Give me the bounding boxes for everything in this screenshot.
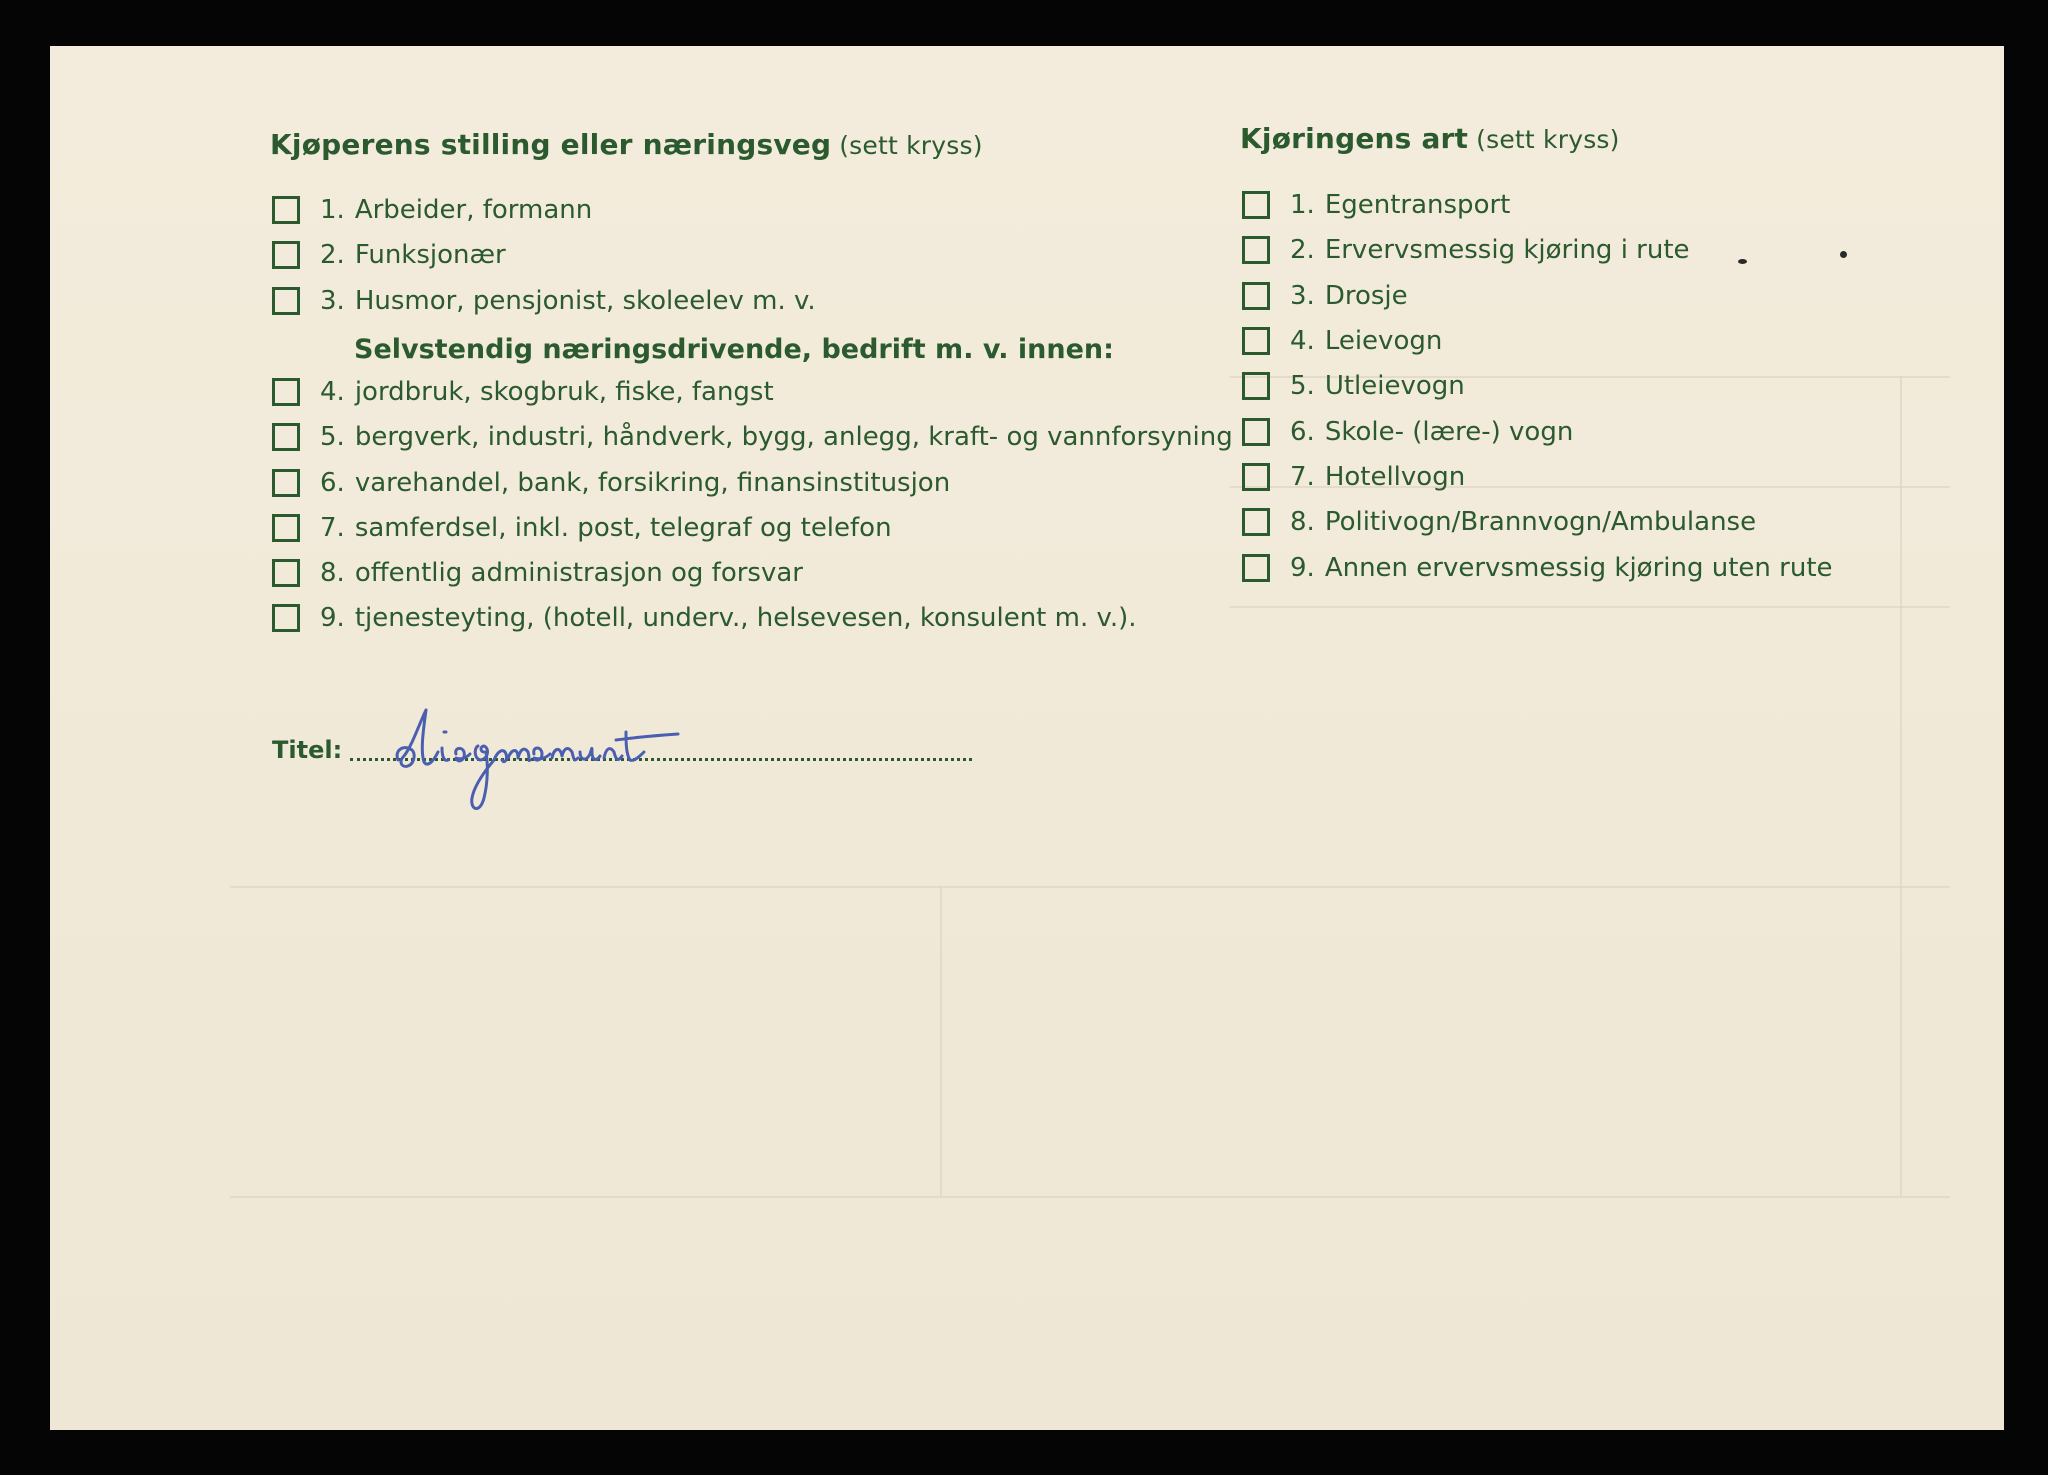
- option-label: tjenesteyting, (hotell, underv., helsevesen, konsulent m. v.).: [354, 603, 1137, 633]
- checkbox[interactable]: [272, 378, 300, 406]
- title-label: Titel:: [272, 736, 343, 764]
- checkbox[interactable]: [1242, 554, 1270, 582]
- buyer-occupation-heading-text: Kjøperens stilling eller næringsveg: [270, 128, 832, 161]
- option-number: 6.: [1290, 417, 1315, 447]
- driving-option-7[interactable]: [1242, 455, 1465, 499]
- driving-option-2[interactable]: [1242, 228, 1690, 272]
- checkbox[interactable]: [1242, 508, 1270, 536]
- occupation-option-1[interactable]: [272, 188, 592, 232]
- ink-speck: [1840, 251, 1847, 258]
- option-label: Skole- (lære-) vogn: [1324, 417, 1574, 447]
- option-label: jordbruk, skogbruk, fiske, fangst: [354, 377, 774, 407]
- self-employed-subheading: Selvstendig næringsdrivende, bedrift m. v. innen:: [354, 334, 1114, 365]
- form-sheet: [50, 46, 2004, 1430]
- occupation-option-9[interactable]: [272, 596, 1137, 640]
- checkbox[interactable]: [1242, 372, 1270, 400]
- option-number: 3.: [1290, 281, 1315, 311]
- option-number: 8.: [1290, 507, 1315, 537]
- bleed-through-rule: [1900, 376, 1902, 1196]
- checkbox[interactable]: [1242, 418, 1270, 446]
- option-number: 4.: [1290, 326, 1315, 356]
- option-number: 6.: [320, 468, 345, 498]
- occupation-option-8[interactable]: [272, 551, 803, 595]
- checkbox[interactable]: [1242, 282, 1270, 310]
- checkbox[interactable]: [272, 423, 300, 451]
- option-label: Husmor, pensjonist, skoleelev m. v.: [354, 286, 816, 316]
- option-number: 7.: [1290, 462, 1315, 492]
- option-label: Drosje: [1324, 281, 1408, 311]
- driving-type-heading-note: (sett kryss): [1476, 125, 1620, 154]
- option-number: 7.: [320, 513, 345, 543]
- driving-type-heading: [1240, 122, 1620, 155]
- option-number: 5.: [1290, 371, 1315, 401]
- option-label: Hotellvogn: [1324, 462, 1466, 492]
- driving-option-6[interactable]: [1242, 410, 1573, 454]
- option-label: samferdsel, inkl. post, telegraf og telefon: [354, 513, 892, 543]
- option-number: 9.: [1290, 553, 1315, 583]
- option-number: 3.: [320, 286, 345, 316]
- option-label: offentlig administrasjon og forsvar: [354, 558, 803, 588]
- buyer-occupation-heading: [270, 128, 983, 161]
- checkbox[interactable]: [272, 559, 300, 587]
- checkbox[interactable]: [272, 287, 300, 315]
- occupation-option-6[interactable]: [272, 461, 950, 505]
- option-label: Utleievogn: [1324, 371, 1465, 401]
- occupation-option-4[interactable]: [272, 370, 774, 414]
- option-number: 5.: [320, 422, 345, 452]
- option-number: 2.: [320, 240, 345, 270]
- driving-type-heading-text: Kjøringens art: [1240, 122, 1469, 155]
- driving-option-4[interactable]: [1242, 319, 1442, 363]
- option-label: Funksjonær: [354, 240, 506, 270]
- checkbox[interactable]: [272, 241, 300, 269]
- driving-option-3[interactable]: [1242, 274, 1408, 318]
- bleed-through-rule: [1230, 606, 1950, 608]
- option-number: 8.: [320, 558, 345, 588]
- occupation-option-3[interactable]: [272, 279, 816, 323]
- option-label: bergverk, industri, håndverk, bygg, anlegg, kraft- og vannforsyning: [354, 422, 1233, 452]
- checkbox[interactable]: [1242, 236, 1270, 264]
- bleed-through-rule: [940, 886, 942, 1196]
- driving-option-5[interactable]: [1242, 364, 1465, 408]
- checkbox[interactable]: [272, 514, 300, 542]
- checkbox[interactable]: [272, 604, 300, 632]
- title-handwritten-value[interactable]: [390, 702, 770, 842]
- option-number: 1.: [320, 195, 345, 225]
- checkbox[interactable]: [272, 469, 300, 497]
- checkbox[interactable]: [1242, 191, 1270, 219]
- checkbox[interactable]: [272, 196, 300, 224]
- option-label: Leievogn: [1324, 326, 1443, 356]
- bleed-through-rule: [230, 1196, 1950, 1198]
- option-number: 1.: [1290, 190, 1315, 220]
- option-label: Ervervsmessig kjøring i rute: [1324, 235, 1690, 265]
- buyer-occupation-heading-note: (sett kryss): [839, 131, 983, 160]
- option-label: Annen ervervsmessig kjøring uten rute: [1324, 553, 1833, 583]
- occupation-option-7[interactable]: [272, 506, 892, 550]
- driving-option-9[interactable]: [1242, 546, 1833, 590]
- option-number: 9.: [320, 603, 345, 633]
- option-label: Egentransport: [1324, 190, 1511, 220]
- occupation-option-5[interactable]: [272, 415, 1233, 459]
- checkbox[interactable]: [1242, 463, 1270, 491]
- driving-option-1[interactable]: [1242, 183, 1510, 227]
- option-label: varehandel, bank, forsikring, finansinstitusjon: [354, 468, 951, 498]
- occupation-option-2[interactable]: [272, 233, 506, 277]
- option-number: 4.: [320, 377, 345, 407]
- checkbox[interactable]: [1242, 327, 1270, 355]
- option-label: Politivogn/Brannvogn/Ambulanse: [1324, 507, 1757, 537]
- driving-option-8[interactable]: [1242, 500, 1756, 544]
- ink-speck: [1738, 259, 1747, 264]
- bleed-through-rule: [230, 886, 1950, 888]
- option-label: Arbeider, formann: [354, 195, 593, 225]
- option-number: 2.: [1290, 235, 1315, 265]
- handwritten-signature-graphic: [390, 702, 770, 842]
